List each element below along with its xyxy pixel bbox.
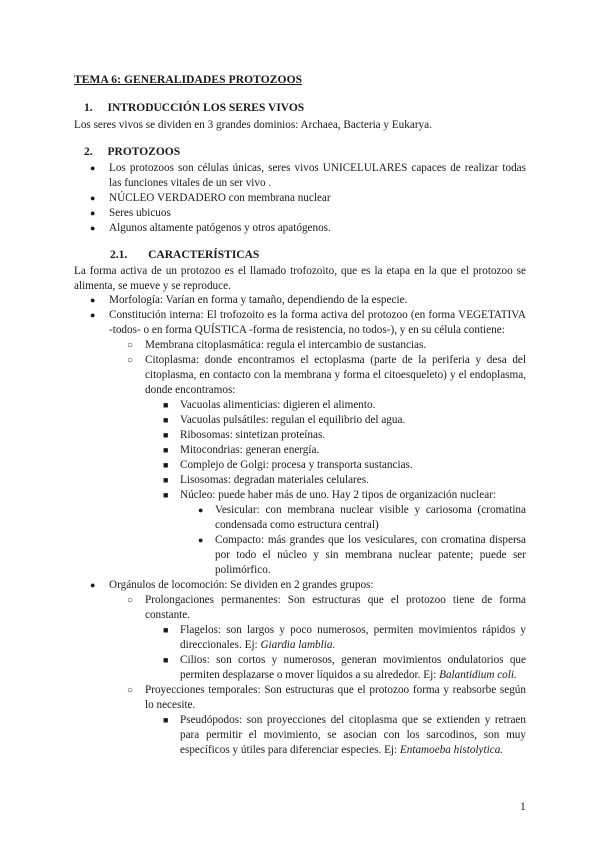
list-item-vesicular: ● Vesicular: con membrana nuclear visible y cariosoma (cromatina condensada como estructura central) (198, 504, 526, 531)
list-item: ● Seres ubicuos (90, 207, 171, 219)
bullet-icon: ● (90, 163, 96, 173)
list-item-compacto: ● Compacto: más grandes que los vesiculares, con cromatina dispersa por todo el núcleo y sin membrana nuclear patente; puede ser polimórfico. (198, 534, 526, 576)
square-bullet-icon: ■ (163, 445, 169, 455)
species-name: Entamoeba histolytica. (399, 744, 504, 756)
list-item: ■ Vacuolas alimenticias: digieren el alimento. (163, 399, 376, 411)
list-item-flagelos: ■ Flagelos: son largos y poco numerosos, permiten movimientos rápidos y direccionales. Ej: Giardia lamblia. (163, 624, 526, 651)
permanentes-list (163, 623, 526, 683)
circle-bullet-icon: ○ (127, 595, 134, 606)
list-item: ● Los protozoos son células únicas, seres vivos UNICELULARES capaces de realizar todas las funciones vitales de un ser vivo . (90, 162, 526, 189)
section-1-number: 1. (84, 102, 93, 114)
circle-bullet-icon: ○ (127, 355, 134, 366)
list-item-citoplasma: ○ Citoplasma: donde encontramos el ectoplasma (parte de la periferia y desa del citoplasma, en contacto con la membrana y forma el citoesqueleto) y el endoplasma, donde encontramos: ■ Vacuolas alimenticias: digieren el alimento. ■ Vacuolas pulsátiles: regulan el equilibrio del agua. ■ Ribosomas: sintetizan proteínas. ■ Mitocondrias: generan energía. ■ Complejo de Golgi: procesa y transporta sustancias. ■ Lisosomas: degradan materiales celulares. ■ Núcleo: puede haber más de uno. Hay 2 tipos de organización nuclear: ● Vesicular: con membrana nuclear visible y cariosoma (cromatina condensada como estructura central) ● Compacto: más grandes que los vesiculares, con cromatina dispersa por todo el núcleo y sin membrana nuclear patente; puede ser polimórfico. (127, 354, 526, 576)
bullet-icon: ● (198, 535, 204, 545)
list-item-nucleo: ■ Núcleo: puede haber más de uno. Hay 2 tipos de organización nuclear: ● Vesicular: con membrana nuclear visible y cariosoma (cromatina condensada como estructura central) ● Compacto: más grandes que los vesiculares, con cromatina dispersa por todo el núcleo y sin membrana nuclear patente; puede ser polimórfico. (163, 489, 526, 576)
list-item: ■ Ribosomas: sintetizan proteínas. (163, 429, 326, 441)
locomocion-sublist (127, 593, 526, 758)
species-name: Balantidium coli. (439, 669, 517, 681)
bullet-icon: ● (90, 193, 96, 203)
section-2-1-heading (110, 248, 259, 263)
section-2-1-intro: La forma activa de un protozoo es el llamado trofozoito, que es la etapa en la que el protozoo se alimenta, se mueve y se reproduce. (74, 265, 526, 292)
square-bullet-icon: ■ (163, 415, 169, 425)
list-item-temporales: ○ Proyecciones temporales: Son estructuras que el protozoo forma y reabsorbe según lo necesite. ■ Pseudópodos: son proyecciones del citoplasma que se extienden y retraen para permitir el movimiento, se asocian con los sarcodinos, son muy específicos y útiles para diferenciar especies. Ej: Entamoeba histolytica. (127, 684, 526, 756)
list-item: ■ Mitocondrias: generan energía. (163, 444, 320, 456)
section-1-text: Los seres vivos se dividen en 3 grandes dominios: Archaea, Bacteria y Eukarya. (74, 119, 432, 131)
section-2-title: PROTOZOOS (107, 146, 181, 158)
list-item-cilios: ■ Cilios: son cortos y numerosos, generan movimientos ondulatorios que permiten desplazarse o mover líquidos a su alrededor. Ej: Balantidium coli. (163, 654, 526, 681)
constitucion-sublist (127, 338, 526, 578)
list-item: ● Algunos altamente patógenos y otros apatógenos. (90, 222, 331, 234)
circle-bullet-icon: ○ (127, 340, 134, 351)
caracteristicas-list (90, 293, 526, 758)
list-item-membrana: ○ Membrana citoplasmática: regula el intercambio de sustancias. (127, 339, 427, 351)
list-item: ● NÚCLEO VERDADERO con membrana nuclear (90, 192, 331, 204)
section-1-title: INTRODUCCIÓN LOS SERES VIVOS (107, 102, 305, 114)
list-item-organulos: ● Orgánulos de locomoción: Se dividen en 2 grandes grupos: ○ Prolongaciones permanentes: Son estructuras que el protozoo tiene de forma constante. ■ Flagelos: son largos y poco numerosos, permiten movimientos rápidos y direccionales. Ej: Giardia lamblia. ■ Cilios: son cortos y numerosos, generan movimientos ondulatorios que permiten desplazarse o mover líquidos a su alrededor. Ej: Balantidium coli. ○ Proyecciones temporales: Son estructuras que el protozoo forma y reabsorbe según lo necesite. ■ Pseudópodos: son proyecciones del citoplasma que se extienden y retraen para permitir el movimiento, se asocian con los sarcodinos, son muy específicos y útiles para diferenciar especies. Ej: Entamoeba histolytica. (90, 579, 526, 756)
page-number: 1 (520, 801, 526, 813)
list-item-pseudopodos: ■ Pseudópodos: son proyecciones del citoplasma que se extienden y retraen para permitir el movimiento, se asocian con los sarcodinos, son muy específicos y útiles para diferenciar especies. Ej: Entamoeba histolytica. (163, 714, 526, 756)
square-bullet-icon: ■ (163, 475, 169, 485)
circle-bullet-icon: ○ (127, 685, 134, 696)
species-name: Giardia lamblia. (260, 639, 336, 651)
square-bullet-icon: ■ (163, 460, 169, 470)
square-bullet-icon: ■ (163, 655, 169, 665)
bullet-icon: ● (90, 208, 96, 218)
list-item: ■ Lisosomas: degradan materiales celulares. (163, 474, 369, 486)
square-bullet-icon: ■ (163, 490, 169, 500)
square-bullet-icon: ■ (163, 715, 169, 725)
section-2-heading (84, 145, 180, 160)
bullet-icon: ● (90, 223, 96, 233)
square-bullet-icon: ■ (163, 400, 169, 410)
bullet-icon: ● (90, 310, 96, 320)
list-item: ■ Vacuolas pulsátiles: regulan el equilibrio del agua. (163, 414, 406, 426)
list-item-permanentes: ○ Prolongaciones permanentes: Son estructuras que el protozoo tiene de forma constante. ■ Flagelos: son largos y poco numerosos, permiten movimientos rápidos y direccionales. Ej: Giardia lamblia. ■ Cilios: son cortos y numerosos, generan movimientos ondulatorios que permiten desplazarse o mover líquidos a su alrededor. Ej: Balantidium coli. (127, 594, 526, 681)
organelos-list (163, 398, 526, 578)
list-item-constitucion: ● Constitución interna: El trofozoito es la forma activa del protozoo (en forma VEGETATIVA -todos- o en forma QUÍSTICA -forma de resistencia, no todos-), y en su célula contiene: ○ Membrana citoplasmática: regula el intercambio de sustancias. ○ Citoplasma: donde encontramos el ectoplasma (parte de la periferia y desa del citoplasma, en contacto con la membrana y forma el citoesqueleto) y el endoplasma, donde encontramos: ■ Vacuolas alimenticias: digieren el alimento. ■ Vacuolas pulsátiles: regulan el equilibrio del agua. ■ Ribosomas: sintetizan proteínas. ■ Mitocondrias: generan energía. ■ Complejo de Golgi: procesa y transporta sustancias. ■ Lisosomas: degradan materiales celulares. ■ Núcleo: puede haber más de uno. Hay 2 tipos de organización nuclear: ● Vesicular: con membrana nuclear visible y cariosoma (cromatina condensada como estructura central) ● Compacto: más grandes que los vesiculares, con cromatina dispersa por todo el núcleo y sin membrana nuclear patente; puede ser polimórfico. (90, 309, 526, 576)
temporales-list (163, 713, 526, 758)
document-title: TEMA 6: GENERALIDADES PROTOZOOS (74, 74, 303, 86)
square-bullet-icon: ■ (163, 430, 169, 440)
section-2-1-title: CARACTERÍSTICAS (148, 249, 260, 261)
nucleo-types-list (198, 503, 526, 578)
list-item-morfologia: ● Morfología: Varían en forma y tamaño, dependiendo de la especie. (90, 294, 408, 306)
section-2-1-number: 2.1. (110, 249, 128, 261)
square-bullet-icon: ■ (163, 625, 169, 635)
section-1-heading (84, 101, 304, 116)
bullet-icon: ● (90, 295, 96, 305)
bullet-icon: ● (198, 505, 204, 515)
protozoos-list (90, 161, 526, 236)
section-2-number: 2. (84, 146, 93, 158)
list-item: ■ Complejo de Golgi: procesa y transporta sustancias. (163, 459, 413, 471)
bullet-icon: ● (90, 580, 96, 590)
